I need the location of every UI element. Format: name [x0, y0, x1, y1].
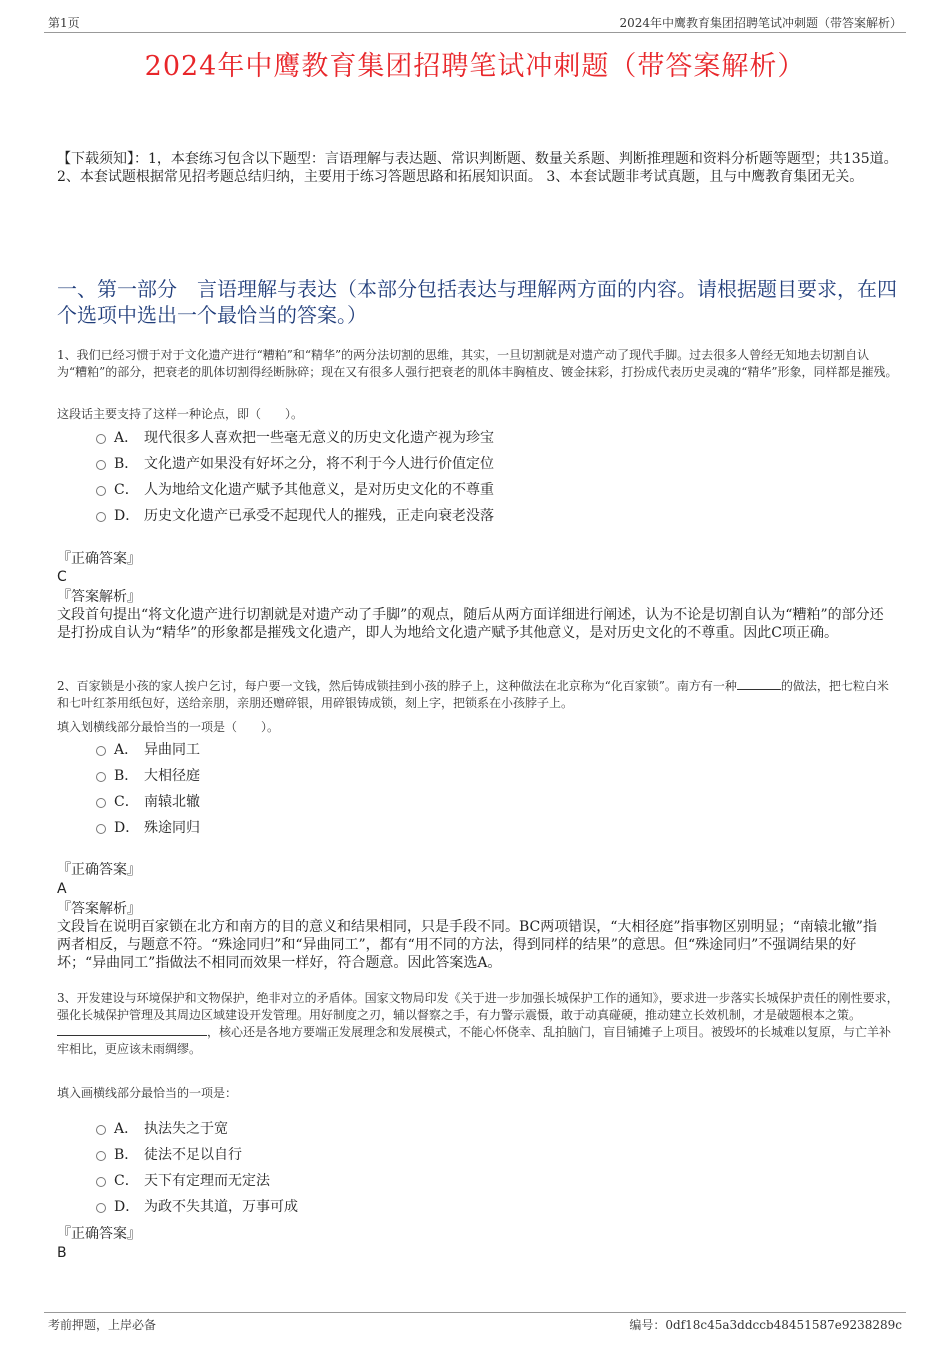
radio-icon[interactable] — [96, 1177, 106, 1187]
q3-answer-label: 『正确答案』 — [57, 1226, 141, 1242]
q2-option-c[interactable]: C． 南辕北辙 — [96, 792, 200, 812]
q3-option-a[interactable]: A． 执法失之于宽 — [96, 1119, 228, 1139]
radio-icon[interactable] — [96, 460, 106, 470]
q1-option-c[interactable]: C． 人为地给文化遗产赋予其他意义，是对历史文化的不尊重 — [96, 480, 494, 500]
radio-icon[interactable] — [96, 486, 106, 496]
question-2-stem: 2、百家锁是小孩的家人挨户乞讨，每户要一文钱，然后铸成锁挂到小孩的脖子上，这种做法在北京称为“化百家锁”。南方有一种 的做法，把七粒白米和七叶红茶用纸包好，送给亲朋，亲朋还赠碎银，用碎银铸成锁，刻上字，把锁系在小孩脖子上。 — [57, 679, 889, 710]
q1-analysis: 文段首句提出“将文化遗产进行切割就是对遗产动了手脚”的观点，随后从两方面详细进行阐述，认为不论是切割自认为“糟粕”的部分还是打扮成自认为“精华”的形象都是摧残文化遗产，即人为地给文化遗产赋予其他意义，是对历史文化的不尊重。因此C项正确。 — [57, 607, 884, 641]
radio-icon[interactable] — [96, 434, 106, 444]
radio-icon[interactable] — [96, 1203, 106, 1213]
q3-answer: B — [57, 1245, 67, 1261]
q2-answer-label: 『正确答案』 — [57, 862, 141, 878]
question-3-stem: 3、开发建设与环境保护和文物保护，绝非对立的矛盾体。国家文物局印发《关于进一步加强长城保护工作的通知》，要求进一步落实长城保护责任的刚性要求，强化长城保护管理及其周边区域建设开发管理。用好制度之刃，辅以督察之手，有力警示震慑，敢于动真碰硬，推动建立长效机制，才是破题根本之策。，核心还是各地方要端正发展理念和发展模式，不能心怀侥幸、乱拍脑门，盲目铺摊子上项目。被毁坏的长城难以复原，与亡羊补牢相比，更应该未雨绸缪。 — [57, 991, 899, 1056]
q3-option-c[interactable]: C． 天下有定理而无定法 — [96, 1171, 270, 1191]
page-footer — [44, 1312, 906, 1333]
q3-option-d[interactable]: D． 为政不失其道，万事可成 — [96, 1197, 298, 1217]
q1-option-d[interactable]: D． 历史文化遗产已承受不起现代人的摧残，正走向衰老没落 — [96, 506, 494, 526]
radio-icon[interactable] — [96, 746, 106, 756]
radio-icon[interactable] — [96, 512, 106, 522]
q3-option-b[interactable]: B． 徒法不足以自行 — [96, 1145, 242, 1165]
q2-answer: A — [57, 881, 67, 897]
radio-icon[interactable] — [96, 824, 106, 834]
radio-icon[interactable] — [96, 1151, 106, 1161]
section-heading: 一、第一部分 言语理解与表达（本部分包括表达与理解两方面的内容。请根据题目要求，在四个选项中选出一个最恰当的答案。） — [57, 277, 897, 327]
radio-icon[interactable] — [96, 772, 106, 782]
q1-answer-label: 『正确答案』 — [57, 551, 141, 567]
document-title: 2024年中鹰教育集团招聘笔试冲刺题（带答案解析） — [144, 51, 806, 82]
footer-slogan: 考前押题，上岸必备 — [48, 1318, 157, 1332]
page-header — [44, 14, 906, 33]
q1-analysis-label: 『答案解析』 — [57, 589, 141, 605]
question-1-prompt: 这段话主要支持了这样一种论点，即（ ）。 — [57, 407, 304, 421]
q2-analysis: 文段旨在说明百家锁在北方和南方的目的意义和结果相同，只是手段不同。BC两项错误，“大相径庭”指事物区别明显；“南辕北辙”指两者相反，与题意不符。“殊途同归”和“异曲同工”，都有“用不同的方法，得到同样的结果”的意思。但“殊途同归”不强调结果的好坏；“异曲同工”指做法不相同而效果一样好，符合题意。因此答案选A。 — [57, 919, 877, 971]
radio-icon[interactable] — [96, 798, 106, 808]
q2-option-a[interactable]: A． 异曲同工 — [96, 740, 200, 760]
page-number: 第1页 — [48, 16, 80, 30]
q1-option-b[interactable]: B． 文化遗产如果没有好坏之分，将不利于今人进行价值定位 — [96, 454, 494, 474]
fill-blank — [737, 689, 781, 690]
footer-doc-id: 编号：0df18c45a3ddccb48451587e9238289c — [629, 1318, 902, 1332]
q1-option-a[interactable]: A． 现代很多人喜欢把一些毫无意义的历史文化遗产视为珍宝 — [96, 428, 494, 448]
download-notice: 【下载须知】：1，本套练习包含以下题型：言语理解与表达题、常识判断题、数量关系题、判断推理题和资料分析题等题型；共135道。 2、本套试题根据常见招考题总结归纳，主要用于练习答题思路和拓展知识面。 3、本套试题非考试真题，且与中鹰教育集团无关。 — [57, 151, 898, 185]
q2-option-b[interactable]: B． 大相径庭 — [96, 766, 200, 786]
question-3-prompt: 填入画横线部分最恰当的一项是： — [57, 1086, 238, 1100]
q2-option-d[interactable]: D． 殊途同归 — [96, 818, 200, 838]
fill-blank — [57, 1035, 207, 1036]
header-doc-title: 2024年中鹰教育集团招聘笔试冲刺题（带答案解析） — [619, 16, 902, 30]
question-2-prompt: 填入划横线部分最恰当的一项是（ ）。 — [57, 720, 280, 734]
q1-answer: C — [57, 569, 67, 585]
question-1-stem: 1、我们已经习惯于对于文化遗产进行“糟粕”和“精华”的两分法切割的思维，其实，一旦切割就是对遗产动了现代手脚。过去很多人曾经无知地去切割自认为“糟粕”的部分，把衰老的肌体切割得经断脉碎；现在又有很多人强行把衰老的肌体丰胸植皮、镀金抹彩，打扮成代表历史灵魂的“精华”形象，同样都是摧残。 — [57, 348, 898, 379]
radio-icon[interactable] — [96, 1125, 106, 1135]
q2-analysis-label: 『答案解析』 — [57, 901, 141, 917]
